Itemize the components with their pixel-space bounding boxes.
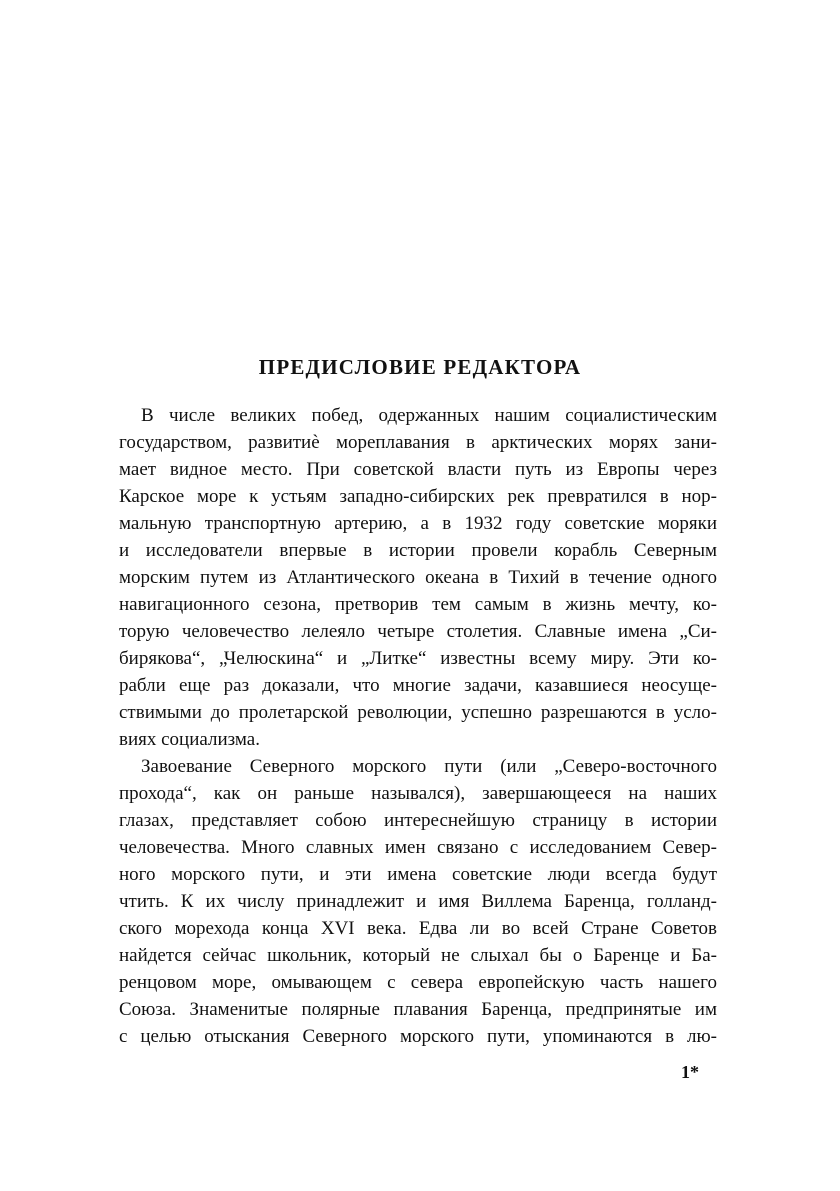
text-line: ного морского пути, и эти имена советские люди всегда будут (119, 864, 717, 885)
text-line: морским путем из Атлантического океана в Тихий в течение одного (119, 567, 717, 588)
text-line: и исследователи впервые в истории провели корабль Северным (119, 540, 717, 561)
text-line: В числе великих побед, одержанных нашим социалистическим (141, 405, 717, 426)
text-line: торую человечество лелеяло четыре столетия. Славные имена „Си- (119, 621, 717, 642)
text-line: ского морехода конца XVI века. Едва ли во всей Стране Советов (119, 918, 717, 939)
text-line: Карское море к устьям западно-сибирских рек превратился в нор- (119, 486, 717, 507)
text-line: государством, развитиѐ мореплавания в арктических морях зани- (119, 432, 717, 453)
text-line: мальную транспортную артерию, а в 1932 году советские моряки (119, 513, 717, 534)
text-line: рабли еще раз доказали, что многие задачи, казавшиеся неосуще- (119, 675, 717, 696)
text-line: найдется сейчас школьник, который не слыхал бы о Баренце и Ба- (119, 945, 717, 966)
text-line: прохода“, как он раньше назывался), завершающееся на наших (119, 783, 717, 804)
text-line: Союза. Знаменитые полярные плавания Баренца, предпринятые им (119, 999, 717, 1020)
text-line: чтить. К их числу принадлежит и имя Виллема Баренца, голланд- (119, 891, 717, 912)
text-line: ренцовом море, омывающем с севера европейскую часть нашего (119, 972, 717, 993)
text-line: ствимыми до пролетарской революции, успешно разрешаются в усло- (119, 702, 717, 723)
text-line: человечества. Много славных имен связано с исследованием Север- (119, 837, 717, 858)
text-line: навигационного сезона, претворив тем самым в жизнь мечту, ко- (119, 594, 717, 615)
text-line: бирякова“, „Челюскина“ и „Литке“ известны всему миру. Эти ко- (119, 648, 717, 669)
page-heading: ПРЕДИСЛОВИЕ РЕДАКТОРА (258, 355, 582, 379)
page-number: 1* (681, 1062, 699, 1082)
text-line: глазах, представляет собою интереснейшую страницу в истории (119, 810, 717, 831)
text-line: мает видное место. При советской власти путь из Европы через (119, 459, 717, 480)
text-line: с целью отыскания Северного морского пути, упоминаются в лю- (119, 1026, 717, 1047)
text-line: виях социализма. (119, 729, 260, 750)
text-line: Завоевание Северного морского пути (или „Северо-восточного (141, 756, 717, 777)
